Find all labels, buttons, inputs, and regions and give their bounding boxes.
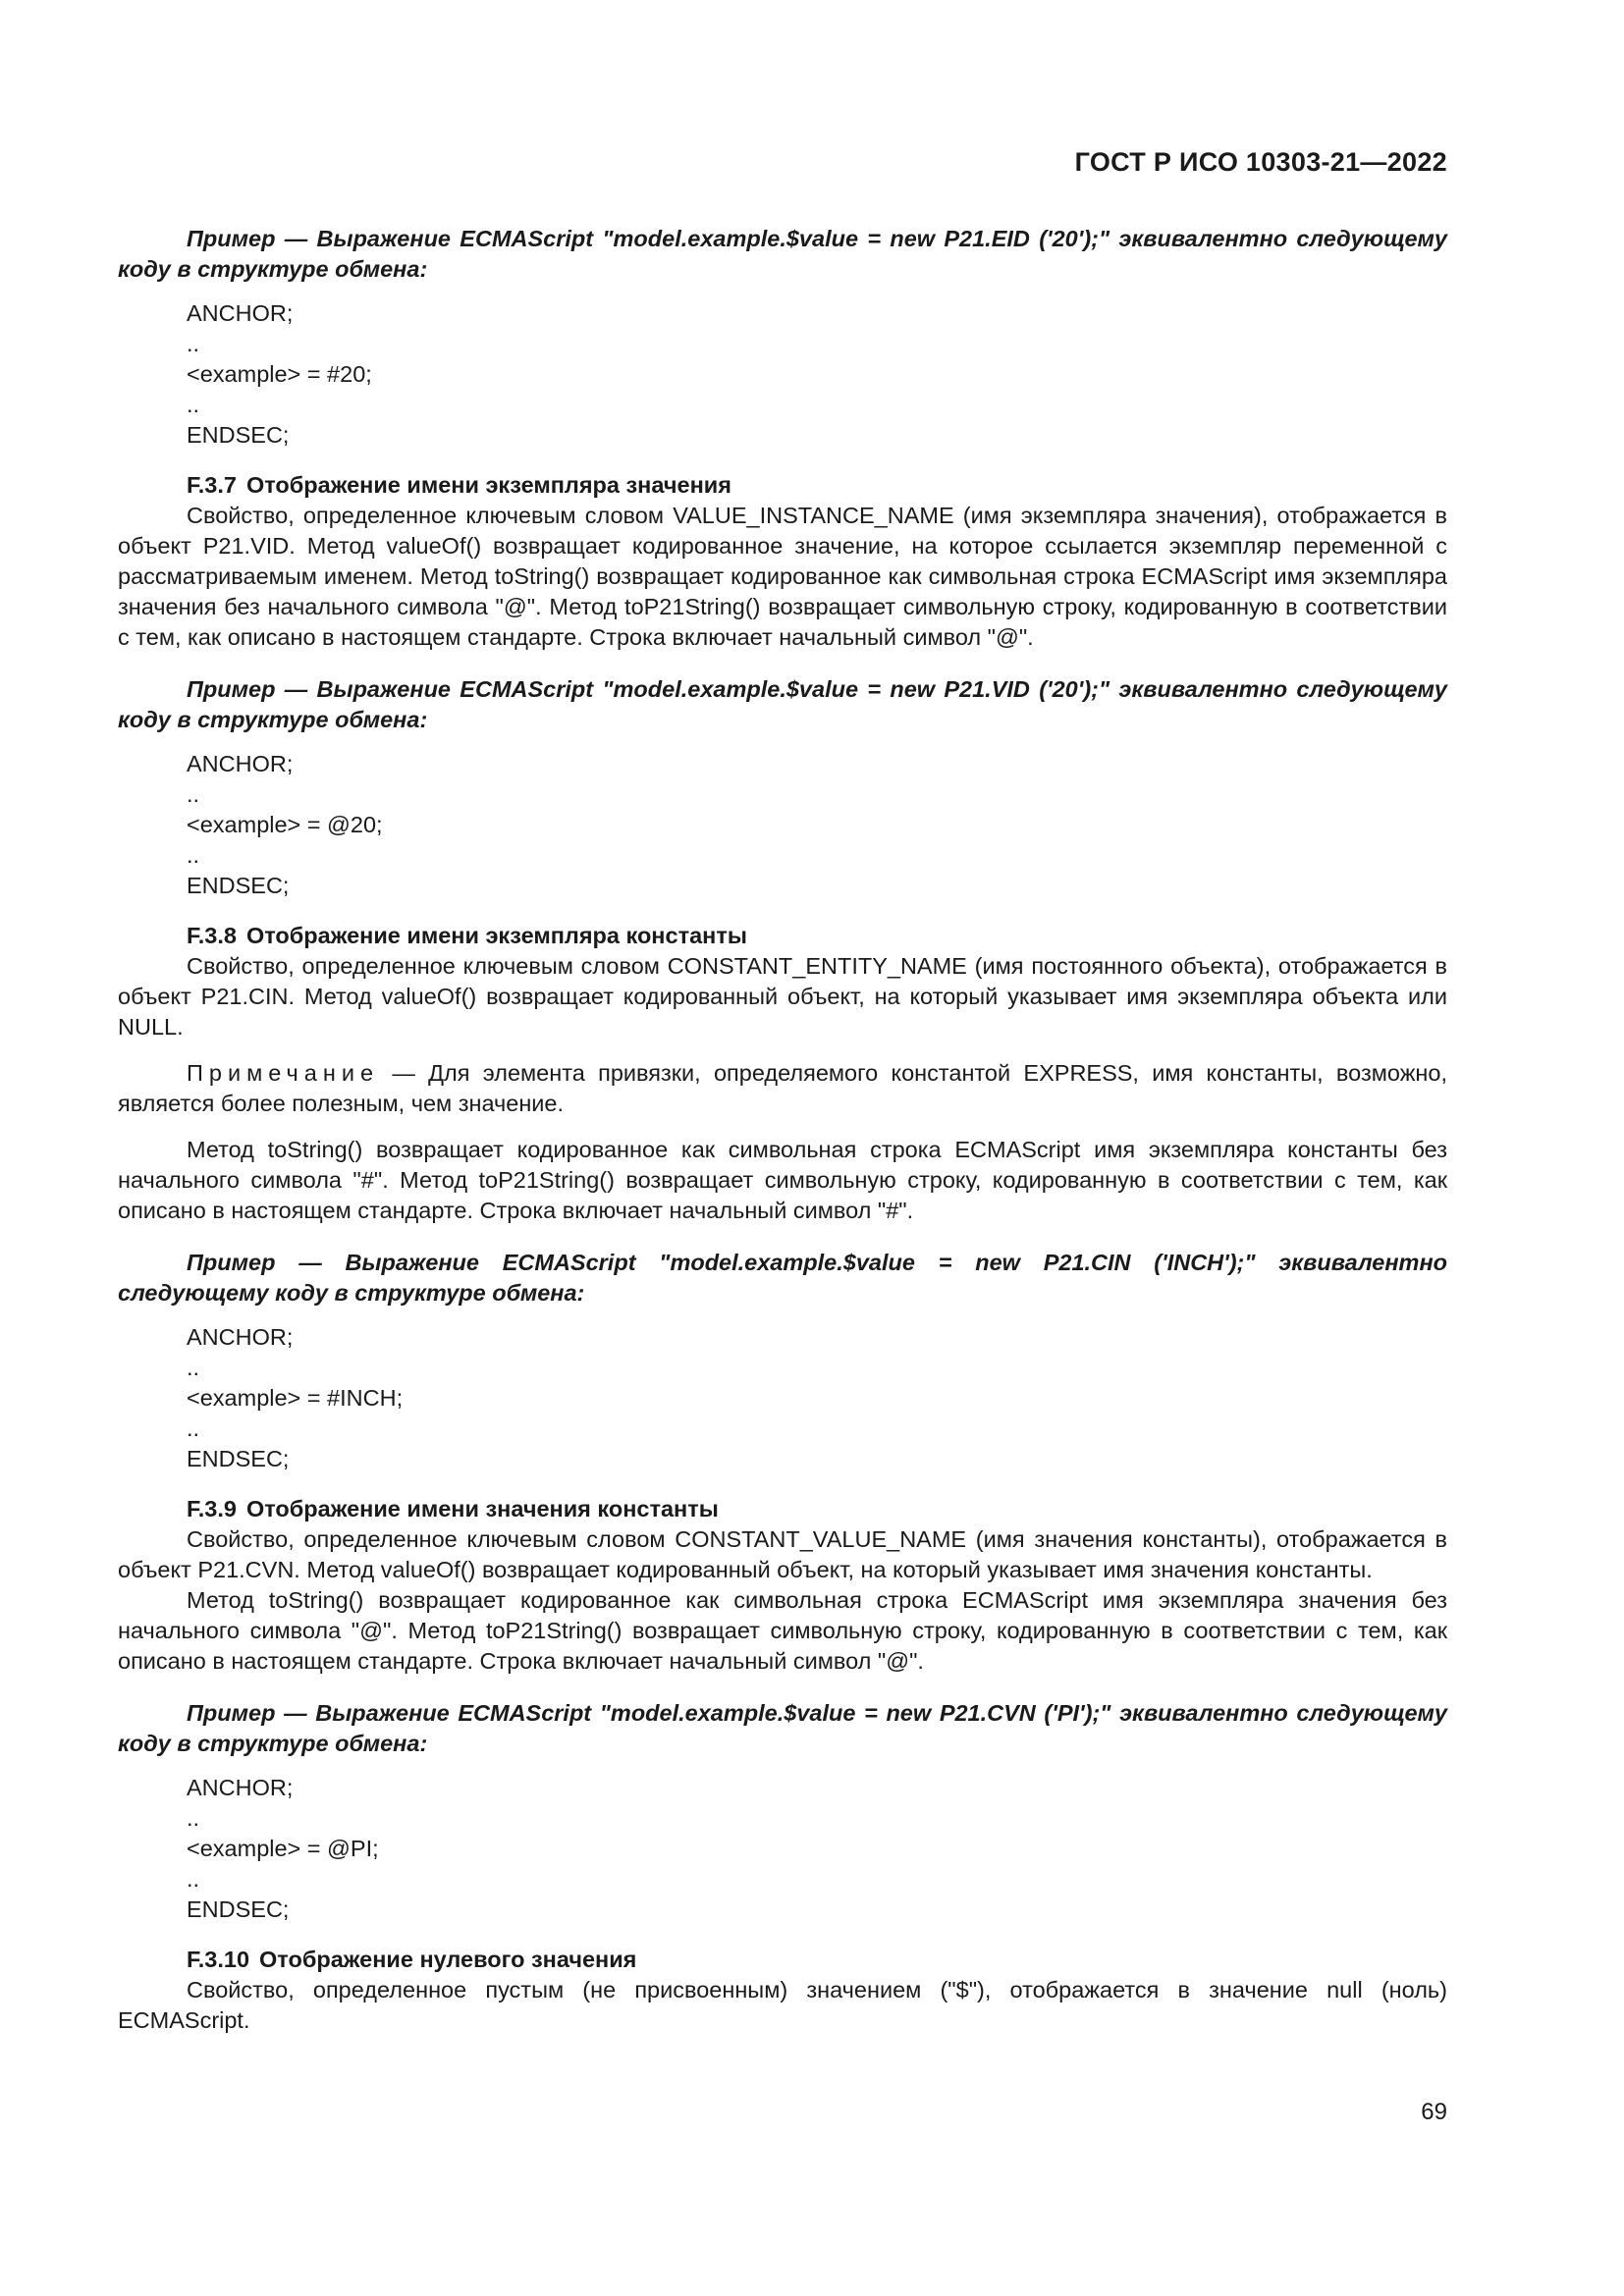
code-block [187,298,1447,451]
code-line: <example> = #INCH; [187,1385,404,1411]
code-line: ENDSEC; [187,873,290,898]
code-line: .. [187,392,200,417]
section-number: F.3.7 [187,472,237,498]
code-line: .. [187,781,200,807]
section-heading-f37 [118,470,1447,501]
section-heading-f38 [118,921,1447,951]
code-line: .. [187,331,200,356]
note-label: Примечание [187,1060,380,1086]
code-line: .. [187,842,200,868]
section-title: Отображение имени экземпляра константы [245,923,747,948]
example-caption: Пример — Выражение ECMAScript "model.example.$value = new P21.EID ('20');" эквивалентно следующему коду в структуре обмена: [118,226,1447,282]
code-line: .. [187,1355,200,1380]
section-body: Метод toString() возвращает кодированное как символьная строка ECMAScript имя экземпляра константы без начального символа "#". Метод toP21String() возвращает символьную строку, кодированную в соответствии с тем, как описано в настоящем стандарте. Строка включает начальный символ "#". [118,1137,1447,1223]
section-title: Отображение нулевого значения [259,1947,637,1972]
code-block [187,749,1447,901]
code-line: ANCHOR; [187,300,294,326]
section-title: Отображение имени значения константы [245,1496,719,1522]
code-line: .. [187,1866,200,1892]
section-body: Свойство, определенное ключевым словом CONSTANT_ENTITY_NAME (имя постоянного объекта), отображается в объект P21.CIN. Метод valueOf() возвращает кодированный объект, на который указывает имя экземпляра объекта или NULL. [118,953,1447,1040]
section-number: F.3.10 [187,1947,250,1972]
code-line: ANCHOR; [187,751,294,776]
page-content [118,224,1447,2036]
code-line: ENDSEC; [187,1446,290,1471]
example-caption: Пример — Выражение ECMAScript "model.example.$value = new P21.CIN ('INCH');" эквивалентно следующему коду в структуре обмена: [118,1250,1447,1306]
section-heading-f310 [118,1945,1447,1975]
section-body: Свойство, определенное ключевым словом VALUE_INSTANCE_NAME (имя экземпляра значения), отображается в объект P21.VID. Метод valueOf() возвращает кодированное значение, на которое ссылается экземпляр переменной с рассматриваемым именем. Метод toString() возвращает кодированное как символьная строка ECMAScript имя экземпляра значения без начального символа "@". Метод toP21String() возвращает символьную строку, кодированную в соответствии с тем, как описано в настоящем стандарте. Строка включает начальный символ "@". [118,503,1447,650]
code-line: .. [187,1805,200,1831]
example-caption: Пример — Выражение ECMAScript "model.example.$value = new P21.VID ('20');" эквивалентно следующему коду в структуре обмена: [118,676,1447,732]
section-heading-f39 [118,1494,1447,1524]
section-body: Свойство, определенное пустым (не присвоенным) значением ("$"), отображается в значение null (ноль) ECMAScript. [118,1977,1447,2033]
code-block [187,1773,1447,1925]
code-line: <example> = #20; [187,361,372,387]
section-body: Метод toString() возвращает кодированное как символьная строка ECMAScript имя экземпляра значения без начального символа "@". Метод toP21String() возвращает символьную строку, кодированную в соответствии с тем, как описано в настоящем стандарте. Строка включает начальный символ "@". [118,1587,1447,1674]
section-number: F.3.8 [187,923,237,948]
code-line: ANCHOR; [187,1775,294,1800]
example-caption: Пример — Выражение ECMAScript "model.example.$value = new P21.CVN ('PI');" эквивалентно следующему коду в структуре обмена: [118,1700,1447,1756]
section-title: Отображение имени экземпляра значения [245,472,731,498]
code-block [187,1322,1447,1474]
code-line: .. [187,1415,200,1441]
code-line: <example> = @PI; [187,1836,379,1861]
document-header: ГОСТ Р ИСО 10303-21—2022 [1074,147,1447,177]
page-number: 69 [1421,2099,1447,2125]
code-line: ANCHOR; [187,1324,294,1350]
section-number: F.3.9 [187,1496,237,1522]
code-line: <example> = @20; [187,812,383,837]
note-paragraph [118,1058,1447,1119]
code-line: ENDSEC; [187,1896,290,1922]
note-text: — Для элемента привязки, определяемого константой EXPRESS, имя константы, возможно, является более полезным, чем значение. [118,1060,1447,1116]
code-line: ENDSEC; [187,422,290,448]
section-body: Свойство, определенное ключевым словом CONSTANT_VALUE_NAME (имя значения константы), отображается в объект P21.CVN. Метод valueOf() возвращает кодированный объект, на который указывает имя значения константы. [118,1526,1447,1582]
